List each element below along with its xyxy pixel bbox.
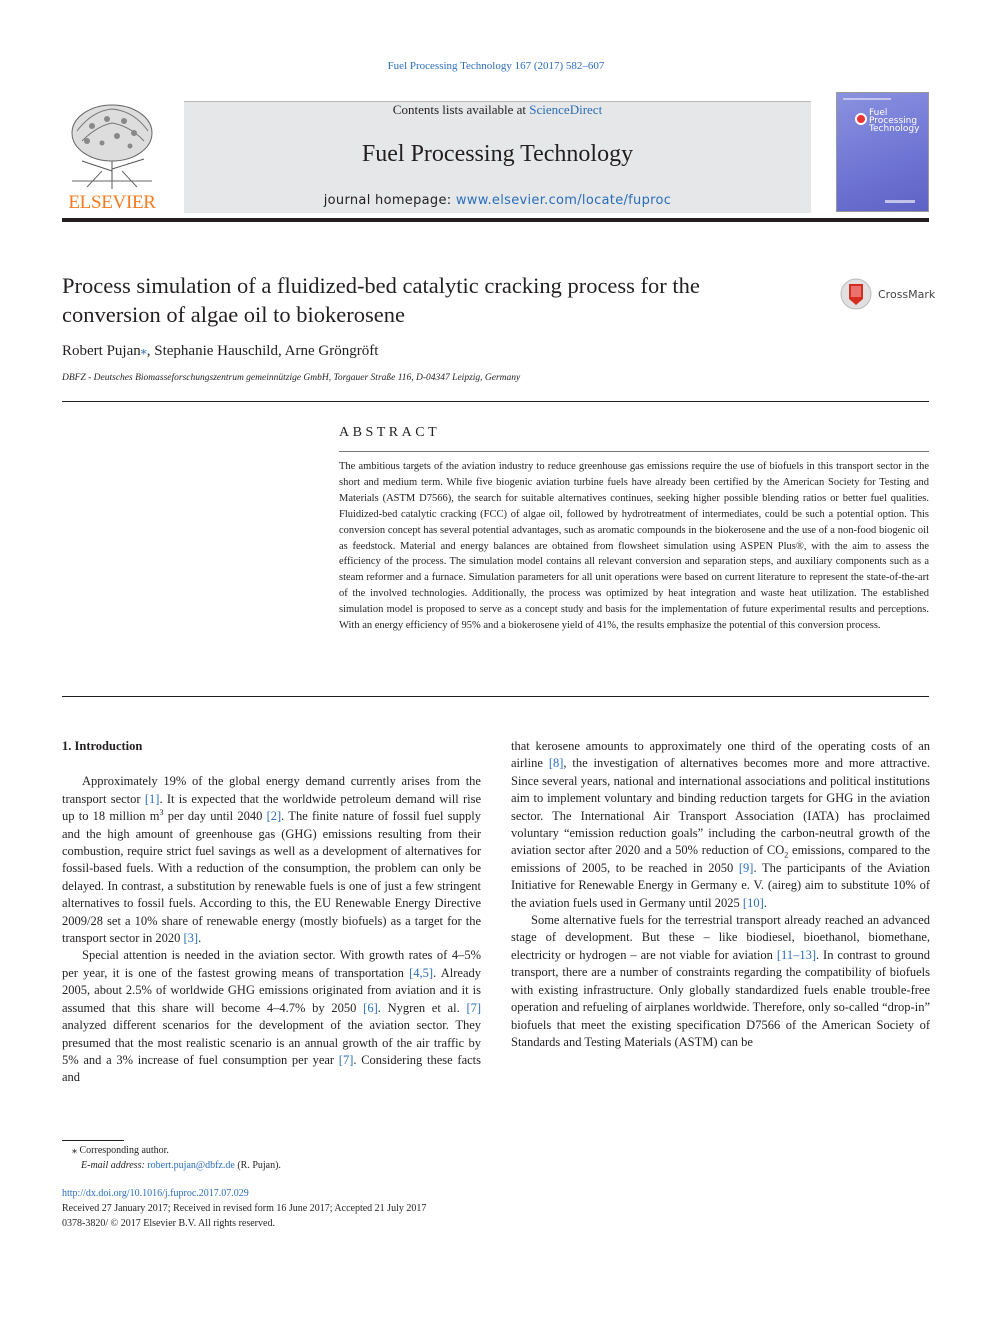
reference-link[interactable]: [9] xyxy=(738,860,754,875)
author-name[interactable]: Robert Pujan xyxy=(62,343,141,359)
corresponding-author-mark[interactable]: ⁎ xyxy=(140,343,147,357)
paragraph: Special attention is needed in the aviation sector. With growth rates of 4–5% per year, it is one of the fastest growing means of transportation [4,5]. Already 2005, about 2.5% of worldwide GHG emissions originated from aviation and it is assumed that this share will become 4–4.7% by 2050 [6]. Nygren et al. [7] analyzed different scenarios for the development of the aviation sector. They presumed that the most realistic scenario is an annual growth of the air traffic by 5% and a 3% increase of fuel consumption per year [7]. Considering these facts and xyxy=(62,948,482,1085)
reference-link[interactable]: [7] xyxy=(338,1052,354,1067)
author-affiliation: DBFZ - Deutsches Biomasseforschungszentrum gemeinnützige GmbH, Torgauer Straße 116, D-04347 Leipzig, Germany xyxy=(62,373,521,383)
doi-link[interactable]: http://dx.doi.org/10.1016/j.fuproc.2017.07.029 xyxy=(62,1188,249,1199)
reference-link[interactable]: [8] xyxy=(548,756,564,771)
homepage-prefix: journal homepage: xyxy=(323,193,456,208)
journal-cover-thumbnail[interactable] xyxy=(836,92,929,212)
cover-title: Fuel Processing Technology xyxy=(869,108,920,134)
reference-link[interactable]: [11–13] xyxy=(776,947,816,962)
author-names-rest[interactable]: , Stephanie Hauschild, Arne Gröngröft xyxy=(146,343,379,359)
journal-name: Fuel Processing Technology xyxy=(361,141,634,167)
email-note: E-mail address: robert.pujan@dbfz.de (R. Pujan). xyxy=(81,1160,281,1171)
cover-decoration-bottom xyxy=(885,200,915,203)
email-link[interactable]: robert.pujan@dbfz.de xyxy=(147,1160,235,1171)
footnote-rule xyxy=(62,1140,124,1141)
corresponding-author-note: ⁎ Corresponding author. xyxy=(72,1145,169,1156)
paragraph: Some alternative fuels for the terrestrial transport already reached an advanced stage of development. But these – like biodiesel, bioethanol, biomethane, electricity or hydrogen – are not viable for aviation [11–13]. In contrast to ground transport, there are a number of constraints regarding the compatibility of biofuels with existing infrastructure. Only globally standardized fuels enable trouble-free operation and refueling of airplanes worldwide. Therefore, only so-called “drop-in” biofuels that meet the existing specification D7566 of the American Society of Standards and Testing Materials (ASTM) can be xyxy=(511,913,930,1049)
contents-prefix: Contents lists available at xyxy=(392,102,530,117)
article-dates: Received 27 January 2017; Received in revised form 16 June 2017; Accepted 21 July 2017 xyxy=(62,1203,427,1214)
abstract-text: The ambitious targets of the aviation industry to reduce greenhouse gas emissions require the use of biofuels in this transport sector in the short and medium term. While five biogenic aviation turbine fuels have already been certified by the American Society for Testing and Materials (ASTM D7566), the search for suitable alternatives continues, seeking higher possible blending ratios or better fuel qualities. Fluidized-bed catalytic cracking (FCC) of algae oil, followed by hydrotreatment of intermediates, could be such a potential option. This conversion concept has several potential advantages, such as aromatic compounds in the biokerosene and the use of a non-food biogenic oil as feedstock. Material and energy balances are obtained from flowsheet simulation using ASPEN Plus®, with the aim to assess the efficiency of the process. The simulation model contains all relevant conversion and separation steps, and auxiliary components such as a steam reformer and a furnace. Simulation parameters for all unit operations were based on current literature to represent the state-of-the-art of the involved technologies. Additionally, the process was optimized by heat integration and waste heat utilization. The established simulation model is proposed to serve as a concept study and basis for the implementation of future experimental results and perceptions. With an energy efficiency of 95% and a biokerosene yield of 41%, the results emphasize the potential of this conversion process. xyxy=(339,461,929,632)
crossmark-label[interactable]: CrossMark xyxy=(878,288,936,301)
reference-link[interactable]: [7] xyxy=(466,1000,482,1015)
reference-link[interactable]: [1] xyxy=(144,791,160,806)
sciencedirect-link[interactable]: ScienceDirect xyxy=(529,102,603,117)
contents-line xyxy=(184,102,811,118)
reference-link[interactable]: [3] xyxy=(183,931,199,946)
divider xyxy=(62,696,929,697)
author-list xyxy=(62,343,378,360)
homepage-line xyxy=(184,193,811,208)
copyright-line: 0378-3820/ © 2017 Elsevier B.V. All rights reserved. xyxy=(62,1218,275,1229)
paragraph: Approximately 19% of the global energy demand currently arises from the transport sector [1]. It is expected that the worldwide petroleum demand will rise up to 18 million $m^3$ per day until 2040 [2]. The finite nature of fossil fuel supply and the high amount of greenhouse gas (GHG) emissions resulting from their combustion, require strict fuel savings as well as a development of alternatives for fossil-based fuels. With a reduction of the consumption, the problem can only be delayed. In contrast, a substitution by renewable fuels is one of just a few stringent alternatives to fossil fuels. According to this, the EU Renewable Energy Directive 2009/28 set a 10% share of renewable energy (mostly biofuels) as a target for the transport sector in 2020 [3]. xyxy=(62,774,482,946)
paragraph: that kerosene amounts to approximately one third of the operating costs of an airline [8], the investigation of alternatives becomes more and more attractive. Since several years, national and international associations and political institutions aim to implement voluntary and binding reduction targets for GHG in the aviation sector. The International Air Transport Association (IATA) has proclaimed voluntary “emission reduction goals” including the carbon-neutral growth of the aviation sector after 2020 and a 50% reduction of $CO_2$ emissions, compared to the emissions of 2005, to be reached in 2050 [9]. The participants of the Aviation Initiative for Renewable Energy in Germany e. V. (aireg) aim to substitute 10% of the aviation fuels used in Germany until 2025 [10]. xyxy=(511,739,931,910)
crossmark-icon xyxy=(836,277,876,311)
section-heading: 1. Introduction xyxy=(62,739,143,753)
reference-link[interactable]: [4,5] xyxy=(409,965,434,980)
abstract-heading: ABSTRACT xyxy=(339,425,441,440)
cover-emblem-icon xyxy=(855,113,867,125)
cover-decoration xyxy=(843,98,923,103)
journal-citation[interactable]: Fuel Processing Technology 167 (2017) 582–607 xyxy=(387,60,605,72)
reference-link[interactable]: [6] xyxy=(363,1000,378,1015)
abstract-divider xyxy=(339,451,929,452)
body-column-left xyxy=(62,738,481,1087)
elsevier-wordmark: ELSEVIER xyxy=(68,192,156,213)
divider xyxy=(62,401,929,402)
article-title: Process simulation of a fluidized-bed catalytic cracking process for the conversion of algae oil to biokerosene xyxy=(62,273,700,327)
reference-link[interactable]: [10] xyxy=(742,895,764,910)
body-column-right xyxy=(511,738,930,1051)
reference-link[interactable]: [2] xyxy=(266,809,282,824)
homepage-link[interactable]: www.elsevier.com/locate/fuproc xyxy=(455,193,672,208)
header-rule xyxy=(62,218,929,222)
